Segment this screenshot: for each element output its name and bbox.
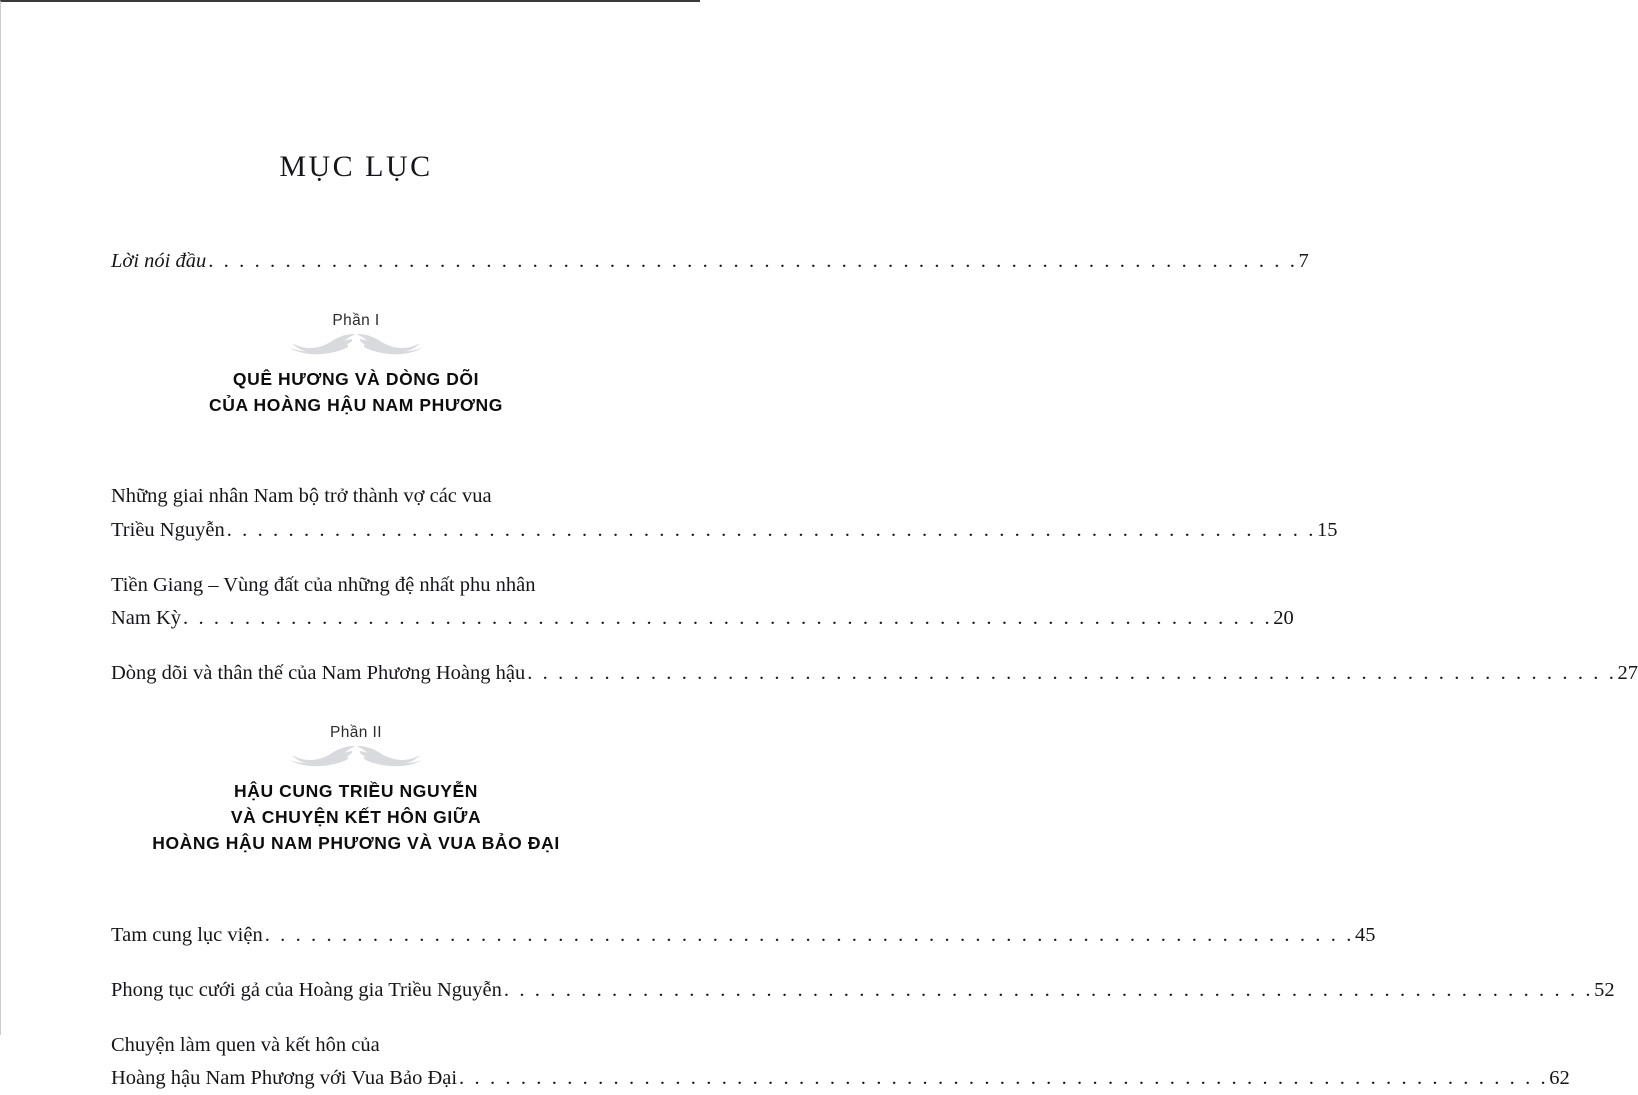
toc-page-number: 62 — [1549, 1067, 1570, 1090]
part-heading-line: VÀ CHUYỆN KẾT HÔN GIỮA — [230, 807, 482, 828]
toc-entry-line — [111, 657, 1638, 690]
part-divider — [111, 312, 601, 418]
part-divider — [111, 724, 601, 856]
toc-entry-phong-tuc-cuoi-ga[interactable] — [111, 974, 1615, 1007]
toc-page-number: 20 — [1273, 606, 1294, 629]
toc-entry-title: Chuyện làm quen và kết hôn của — [111, 1034, 380, 1057]
part-heading — [111, 778, 601, 857]
toc-entry-title: Dòng dõi và thân thế của Nam Phương Hoàng hậu — [111, 662, 526, 685]
part-label: Phần II — [330, 724, 382, 742]
toc-entry-tam-cung-luc-vien[interactable] — [111, 919, 1376, 952]
toc-entry-chuyen-lam-quen[interactable] — [111, 1029, 1570, 1095]
toc-entry-line — [111, 1029, 601, 1062]
page-title: MỤC LỤC — [279, 150, 433, 183]
toc-page-number: 7 — [1298, 250, 1309, 272]
toc-entry-dong-doi-va-than-the[interactable] — [111, 657, 1638, 690]
dot-leader — [208, 251, 1297, 272]
toc-page-number: 27 — [1617, 662, 1638, 685]
toc-entry-title: Hoàng hậu Nam Phương với Vua Bảo Đại — [111, 1067, 458, 1090]
toc-entry-line — [111, 480, 601, 513]
toc-page-number: 15 — [1316, 518, 1338, 541]
part-heading-line: QUÊ HƯƠNG VÀ DÒNG DÕI — [232, 368, 480, 389]
toc-entry-loi-noi-dau[interactable] — [111, 245, 1309, 278]
toc-page-number: 52 — [1594, 978, 1615, 1001]
toc-entry-tien-giang-vung-dat[interactable] — [111, 569, 1294, 635]
toc-page-number: 45 — [1354, 923, 1376, 946]
toc-entry-line — [111, 245, 1309, 278]
part-heading-line: HOÀNG HẬU NAM PHƯƠNG VÀ VUA BẢO ĐẠI — [152, 833, 560, 854]
part-heading-line: CỦA HOÀNG HẬU NAM PHƯƠNG — [208, 395, 504, 416]
dot-leader — [227, 520, 1316, 541]
toc-entry-title: Phong tục cưới gả của Hoàng gia Triều Nguyễn — [111, 978, 502, 1001]
wave-flourish-ornament — [286, 332, 426, 354]
toc-entry-title: Nam Kỳ — [111, 606, 182, 629]
toc-entry-nhung-giai-nhan-nam-bo[interactable] — [111, 480, 1338, 546]
toc-entry-line — [111, 974, 1615, 1007]
part-heading-line: HẬU CUNG TRIỀU NGUYỄN — [234, 780, 478, 801]
toc-entry-title: Tam cung lục viện — [111, 923, 263, 946]
toc-entry-line — [111, 1062, 1570, 1095]
toc-entry-title: Tiền Giang – Vùng đất của những đệ nhất phu nhân — [111, 573, 536, 596]
toc-entry-title: Triều Nguyễn — [111, 518, 225, 541]
toc-content — [111, 2, 1638, 1095]
dot-leader — [183, 608, 1272, 629]
toc-body — [111, 245, 1638, 1095]
dot-leader — [265, 925, 1354, 946]
part-heading — [111, 366, 601, 419]
wave-flourish-ornament — [286, 744, 426, 766]
toc-entry-line — [111, 514, 1338, 547]
dot-leader — [527, 663, 1616, 684]
toc-entry-title: Những giai nhân Nam bộ trở thành vợ các vua — [111, 485, 492, 508]
dot-leader — [504, 980, 1593, 1001]
toc-entry-title: Lời nói đầu — [111, 250, 207, 272]
toc-entry-line — [111, 602, 1294, 635]
dot-leader — [459, 1068, 1548, 1089]
part-label: Phần I — [332, 312, 380, 330]
toc-entry-line — [111, 569, 601, 602]
toc-entry-line — [111, 919, 1376, 952]
